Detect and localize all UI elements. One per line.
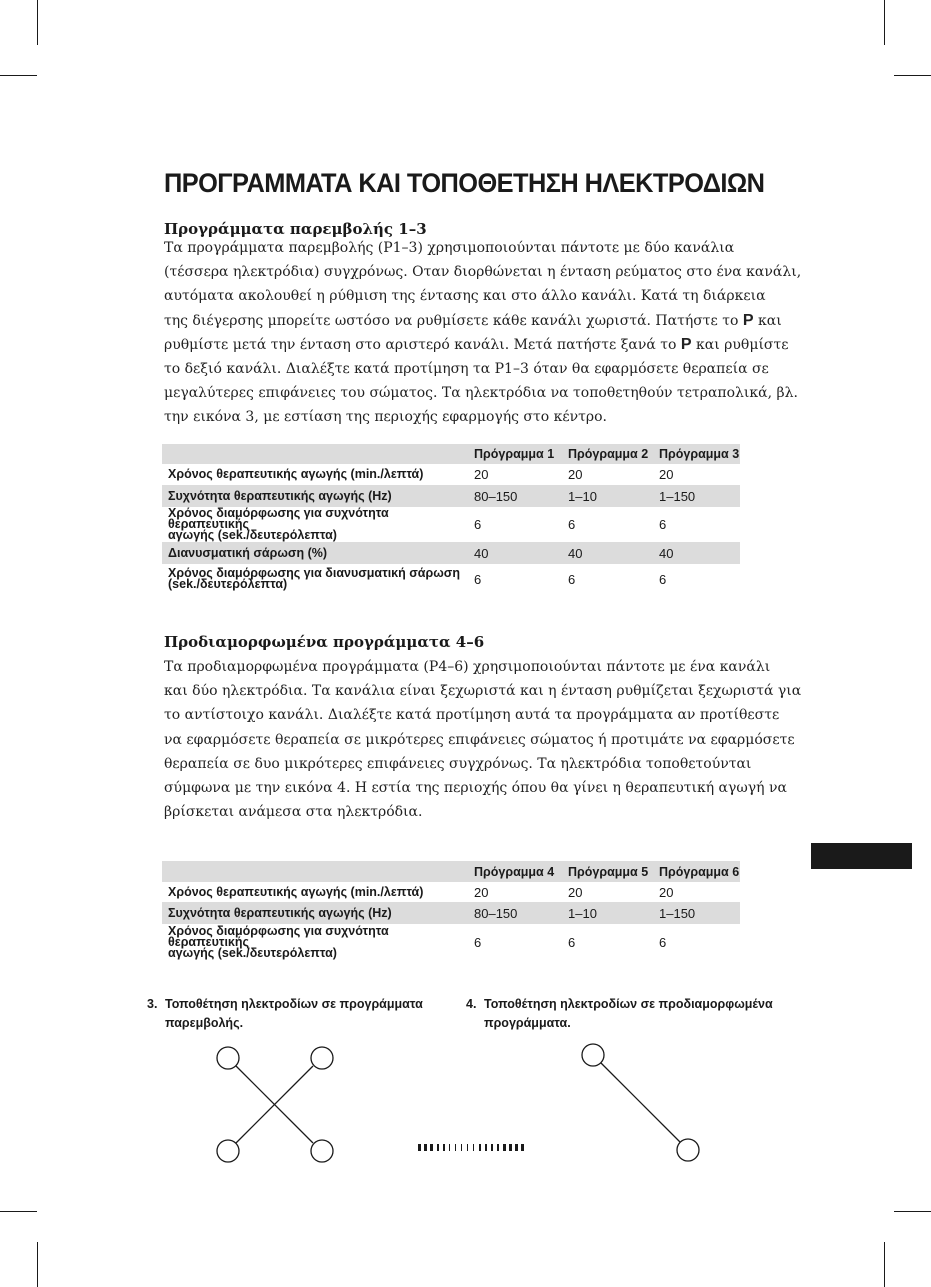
text-segment: και — [758, 312, 782, 329]
cell-value: 6 — [659, 571, 667, 587]
registration-tick — [497, 1144, 499, 1151]
text-line: το δεξιό κανάλι. Διαλέξτε κατά προτίμηση τα P1–3 όταν θα εφαρμόσετε θεραπεία σε — [164, 361, 769, 378]
row-label-line: Χρόνος διαμόρφωσης για συχνότητα θεραπευτικής — [168, 506, 389, 531]
registration-tick — [503, 1144, 506, 1151]
cell-value: 1–150 — [653, 485, 740, 507]
caption-line: Τοποθέτηση ηλεκτροδίων σε προδιαμορφωμένα — [484, 997, 773, 1011]
text-line: βρίσκεται ανάμεσα στα ηλεκτρόδια. — [164, 804, 423, 821]
cell-value: 1–10 — [562, 902, 653, 924]
registration-tick — [443, 1144, 445, 1151]
cell-value: 6 — [659, 934, 667, 950]
cell-value: 6 — [568, 517, 576, 532]
cell-value: 20 — [659, 467, 674, 482]
table-header: Πρόγραμμα 4 — [468, 861, 562, 882]
text-segment: της διέγερσης μπορείτε ωστόσο να ρυθμίσετε κάθε κανάλι χωριστά. Πατήστε το — [164, 312, 739, 329]
row-label-line: αγωγής (sek./δευτερόλεπτα) — [168, 528, 337, 542]
cell-value: 6 — [474, 517, 482, 532]
row-label: Χρόνος θεραπευτικής αγωγής (min./λεπτά) — [168, 884, 424, 899]
registration-tick — [437, 1144, 439, 1151]
figure-4-diagram — [582, 1044, 699, 1161]
cell-value: 6 — [474, 934, 482, 950]
cell-value: 40 — [562, 542, 653, 564]
table-header: Πρόγραμμα 6 — [653, 861, 740, 882]
cell-value: 6 — [568, 934, 576, 950]
registration-tick — [515, 1144, 518, 1151]
registration-tick — [467, 1144, 468, 1151]
figure-number: 4. — [466, 997, 477, 1011]
text-line: (τέσσερα ηλεκτρόδια) συγχρόνως. Οταν διορθώνεται η ένταση ρεύματος στο ένα κανάλι, — [164, 264, 802, 281]
cell-value: 20 — [474, 467, 489, 482]
registration-tick — [455, 1144, 456, 1151]
registration-tick — [418, 1144, 421, 1151]
cell-value: 1–150 — [653, 902, 740, 924]
table-header: Πρόγραμμα 1 — [468, 444, 562, 464]
cell-value: 40 — [468, 542, 562, 564]
caption-line: παρεμβολής. — [165, 1016, 244, 1030]
text-line: να εφαρμόσετε θεραπεία σε μικρότερες επιφάνειες σώματος ή προτιμάτε να εφαρμόσετε — [164, 731, 795, 748]
cell-value: 20 — [474, 884, 489, 900]
electrode-circle — [582, 1044, 604, 1066]
registration-tick — [449, 1144, 450, 1151]
registration-tick — [509, 1144, 512, 1151]
registration-bar — [418, 1144, 524, 1151]
page-title: ΠΡΟΓΡΑΜΜΑΤΑ ΚΑΙ ΤΟΠΟΘΕΤΗΣΗ ΗΛΕΚΤΡΟΔΙΩΝ — [164, 168, 765, 198]
registration-tick — [521, 1144, 524, 1151]
text-line: και δύο ηλεκτρόδια. Τα κανάλια είναι ξεχωριστά και η ένταση ρυθμίζεται ξεχωριστά για — [164, 683, 802, 700]
registration-tick — [461, 1144, 462, 1151]
registration-tick — [479, 1144, 481, 1151]
cell-value: 1–10 — [562, 485, 653, 507]
cell-value: 80–150 — [468, 485, 562, 507]
registration-tick — [424, 1144, 427, 1151]
text-segment: και ρυθμίστε — [696, 336, 789, 353]
registration-tick — [485, 1144, 487, 1151]
text-line: Τα προδιαμορφωμένα προγράμματα (P4–6) χρησιμοποιούνται πάντοτε με ένα κανάλι — [164, 659, 771, 675]
row-label: Συχνότητα θεραπευτικής αγωγής (Hz) — [162, 485, 468, 507]
cell-value: 20 — [568, 884, 583, 900]
registration-tick — [491, 1144, 493, 1151]
text-segment: ρυθμίστε μετά την ένταση στο αριστερό κανάλι. Μετά πατήστε ξανά το — [164, 336, 677, 353]
text-line: την εικόνα 3, με εστίαση της περιοχής εφαρμογής στο κέντρο. — [164, 409, 607, 426]
electrode-circle — [311, 1140, 333, 1162]
electrode-circle — [217, 1140, 239, 1162]
table-header: Πρόγραμμα 2 — [562, 444, 653, 464]
text-line: σύμφωνα με την εικόνα 4. Η εστία της περιοχής όπου θα γίνει η θεραπευτική αγωγή να — [164, 780, 787, 797]
cell-value: 80–150 — [468, 902, 562, 924]
row-label: Χρόνος θεραπευτικής αγωγής (min./λεπτά) — [168, 467, 424, 481]
row-label-line: Χρόνος διαμόρφωσης για συχνότητα θεραπευτικής — [168, 923, 389, 949]
text-line: θεραπεία σε δυο μικρότερες επιφάνειες συγχρόνως. Τα ηλεκτρόδια τοποθετούνται — [164, 755, 752, 772]
row-label: Συχνότητα θεραπευτικής αγωγής (Hz) — [162, 902, 468, 924]
text-line: το αντίστοιχο κανάλι. Διαλέξτε κατά προτίμηση αυτά τα προγράμματα αν προτίθεστε — [164, 707, 780, 724]
row-label-line: (sek./δευτερόλεπτα) — [168, 577, 288, 591]
p-button-symbol: P — [742, 311, 754, 329]
text-line: Τα προγράμματα παρεμβολής (P1–3) χρησιμοποιούνται πάντοτε με δύο κανάλια — [164, 240, 735, 256]
text-line: αυτόματα ακολουθεί η ρύθμιση της έντασης και στο άλλο κανάλι. Κατά τη διάρκεια — [164, 288, 766, 305]
cell-value: 6 — [474, 571, 482, 587]
preset-heading: Προδιαμορφωμένα προγράμματα 4–6 — [164, 633, 485, 651]
figure-3-diagram — [217, 1047, 333, 1162]
text-line: μεγαλύτερες επιφάνειες του σώματος. Τα ηλεκτρόδια να τοποθετηθούν τετραπολικά, βλ. — [164, 385, 798, 402]
electrode-circle — [217, 1047, 239, 1069]
row-label: Διανυσματική σάρωση (%) — [162, 542, 468, 564]
registration-tick — [473, 1144, 474, 1151]
cell-value: 20 — [568, 467, 583, 482]
cell-value: 20 — [659, 884, 674, 900]
cell-value: 6 — [568, 571, 576, 587]
electrode-wire — [601, 1063, 681, 1143]
p-button-symbol: P — [680, 335, 692, 353]
row-label-line: Χρόνος διαμόρφωσης για διανυσματική σάρωση — [168, 566, 460, 580]
caption-line: προγράμματα. — [484, 1016, 571, 1030]
caption-line: Τοποθέτηση ηλεκτροδίων σε προγράμματα — [165, 997, 423, 1011]
figure-number: 3. — [147, 997, 158, 1011]
electrode-circle — [311, 1047, 333, 1069]
cell-value: 6 — [659, 517, 667, 532]
row-label-line: αγωγής (sek./δευτερόλεπτα) — [168, 945, 337, 960]
table-header: Πρόγραμμα 5 — [562, 861, 653, 882]
cell-value: 40 — [653, 542, 740, 564]
electrode-circle — [677, 1139, 699, 1161]
interference-heading: Προγράμματα παρεμβολής 1–3 — [164, 220, 427, 238]
table-header: Πρόγραμμα 3 — [653, 444, 740, 464]
registration-tick — [430, 1144, 433, 1151]
